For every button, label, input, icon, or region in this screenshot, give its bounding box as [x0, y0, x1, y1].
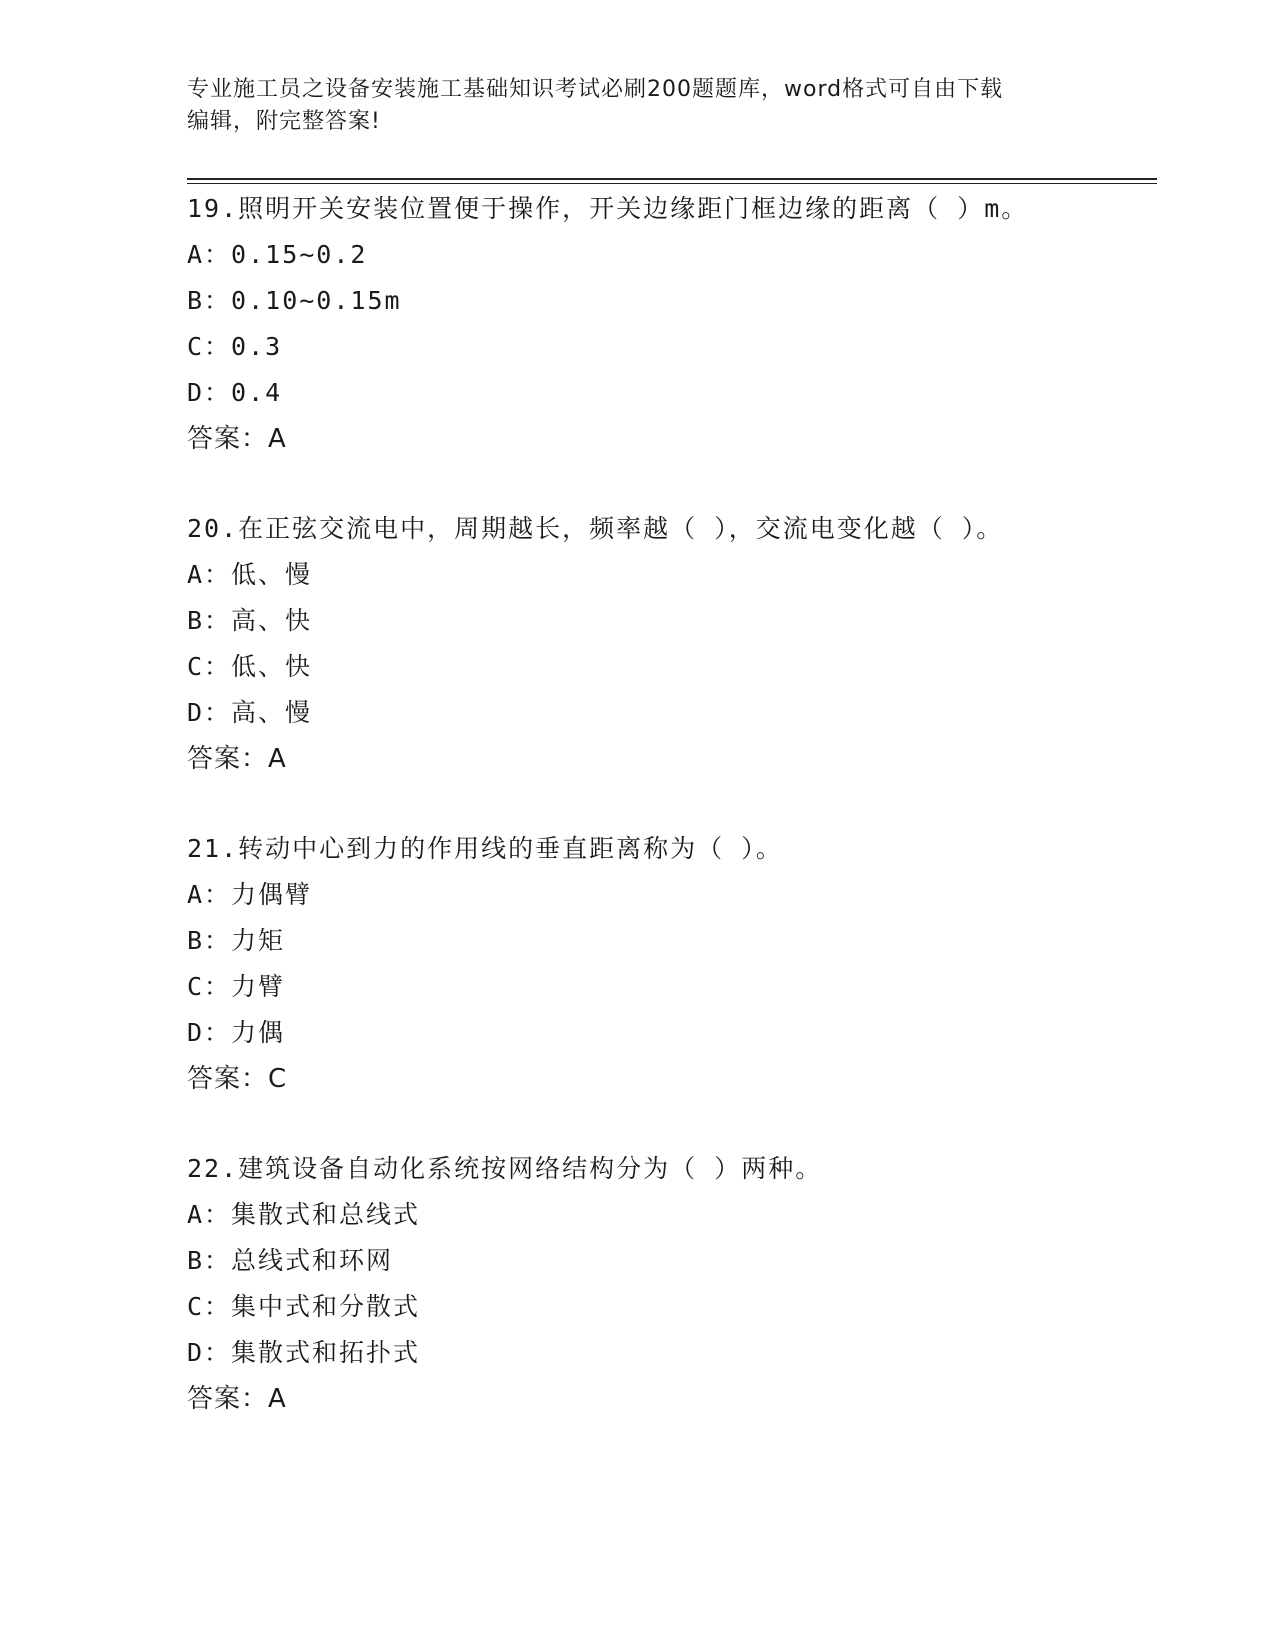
- option-b: B：总线式和环网: [187, 1246, 394, 1275]
- header-line-1: 专业施工员之设备安装施工基础知识考试必刷200题题库，word格式可自由下载: [187, 77, 1004, 102]
- answer: 答案：C: [187, 1064, 288, 1094]
- header-line-2: 编辑，附完整答案!: [187, 109, 381, 134]
- answer: 答案：A: [187, 424, 287, 454]
- option-c: C：力臂: [187, 972, 286, 1001]
- option-b: B：力矩: [187, 926, 286, 955]
- question-stem: 22.建筑设备自动化系统按网络结构分为（ ）两种。: [187, 1154, 823, 1183]
- question-stem: 19.照明开关安装位置便于操作，开关边缘距门框边缘的距离（ ）m。: [187, 194, 1029, 223]
- option-d: D：力偶: [187, 1018, 286, 1047]
- option-a: A：集散式和总线式: [187, 1200, 421, 1229]
- header-divider-thin: [187, 183, 1157, 184]
- option-a: A：力偶臂: [187, 880, 313, 909]
- question-stem: 20.在正弦交流电中，周期越长，频率越（ ），交流电变化越（ ）。: [187, 514, 1004, 543]
- question-19: [187, 186, 1147, 462]
- header-divider-thick: [187, 178, 1157, 180]
- option-a: A：0.15~0.2: [187, 240, 368, 269]
- option-c: C：集中式和分散式: [187, 1292, 421, 1321]
- question-stem: 21.转动中心到力的作用线的垂直距离称为（ ）。: [187, 834, 783, 863]
- option-a: A：低、慢: [187, 560, 313, 589]
- option-b: B：0.10~0.15m: [187, 286, 402, 315]
- question-22: [187, 1146, 1147, 1422]
- option-c: C：低、快: [187, 652, 313, 681]
- option-d: D：集散式和拓扑式: [187, 1338, 421, 1367]
- question-21: [187, 826, 1147, 1102]
- question-20: [187, 506, 1147, 782]
- option-c: C：0.3: [187, 332, 283, 361]
- document-header: [187, 74, 1087, 138]
- option-b: B：高、快: [187, 606, 313, 635]
- option-d: D：高、慢: [187, 698, 313, 727]
- answer: 答案：A: [187, 744, 287, 774]
- option-d: D：0.4: [187, 378, 283, 407]
- answer: 答案：A: [187, 1384, 287, 1414]
